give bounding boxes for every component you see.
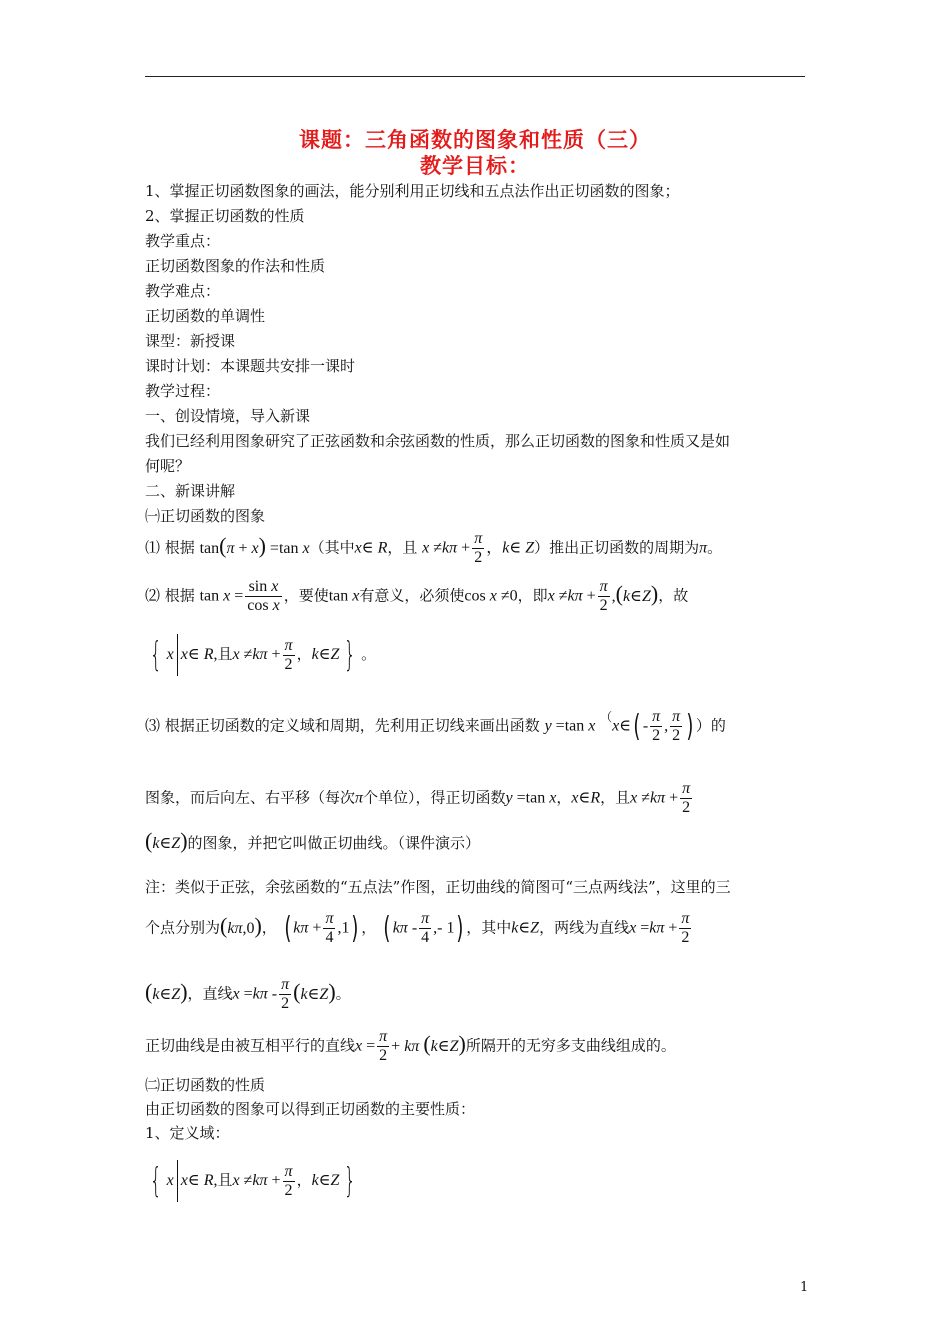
property-1: 1、定义域：: [145, 1124, 230, 1142]
key-label: 教学重点：: [145, 232, 221, 250]
sub-heading-2: ㈡正切函数的性质: [145, 1076, 266, 1094]
schedule: 课时计划：本课题共安排一课时: [145, 357, 356, 375]
domain-set-2: { x x∈ R,且x ≠kπ + $\frac{\pi}{2}$ ，k∈Z }: [149, 1161, 357, 1201]
intro-line-2: 何呢？: [145, 457, 191, 475]
key-text: 正切函数图象的作法和性质: [145, 257, 326, 275]
header-rule: [145, 76, 805, 77]
page-title: 课题：三角函数的图象和性质（三）: [299, 127, 651, 152]
note-line-1: 注：类似于正弦，余弦函数的“五点法”作图，正切曲线的简图可“三点两线法”，这里的三: [145, 878, 731, 896]
goal-1: 1、掌握正切函数图象的画法，能分别利用正切线和五点法作出正切函数的图象；: [145, 182, 680, 200]
para-3: ⑶ 根据正切函数的定义域和周期，先利用正切线来画出函数 y =tan x （x∈( - $\frac{\pi}{2}$ , $\frac{\pi}{2}$ ) ）的: [145, 708, 726, 744]
para-2: ⑵ 根据 tan x = $\frac{\text{sin x}}{\text{cos x}}$ ，要使tan x有意义，必须使cos x ≠0，即x ≠kπ + $\frac{\pi}{2}$ ,(k∈Z)，故: [145, 578, 689, 614]
curve-description: 正切曲线是由被互相平行的直线x = $\frac{\pi}{2}$ + kπ (k∈Z)所隔开的无穷多支曲线组成的。: [145, 1028, 676, 1064]
sub-heading-1: ㈠正切函数的图象: [145, 507, 266, 525]
goal-2: 2、掌握正切函数的性质: [145, 207, 305, 225]
intro-line-1: 我们已经利用图象研究了正弦函数和余弦函数的性质，那么正切函数的图象和性质又是如: [145, 432, 731, 450]
page-number: 1: [800, 1280, 809, 1295]
section-1-heading: 一、创设情境，导入新课: [145, 407, 311, 425]
properties-intro: 由正切函数的图象可以得到正切函数的主要性质：: [145, 1100, 476, 1118]
section-2-heading: 二、新课讲解: [145, 482, 236, 500]
difficulty-text: 正切函数的单调性: [145, 307, 266, 325]
para-3-line-2: 图象，而后向左、右平移（每次π个单位），得正切函数y =tan x，x∈R，且x ≠kπ + $\frac{\pi}{2}$: [145, 780, 691, 816]
domain-set-1: { x x∈ R,且x ≠kπ + $\frac{\pi}{2}$ ，k∈Z } 。: [149, 635, 377, 675]
process-label: 教学过程：: [145, 382, 221, 400]
para-1: ⑴ 根据 tan(π + x) =tan x（其中x∈ R，且 x ≠kπ + $\frac{\pi}{2}$ ，k∈ Z）推出正切函数的周期为π。: [145, 530, 723, 566]
note-line-3: (k∈Z)，直线x =kπ - $\frac{\pi}{2}$ (k∈Z)。: [145, 976, 351, 1012]
page-subtitle: 教学目标：: [420, 153, 530, 178]
note-line-2: 个点分别为(kπ,0)， ( kπ + $\frac{\pi}{4}$ ,1) ， ( kπ - $\frac{\pi}{4}$ ,- 1) ，其中k∈Z，两线为直线x =kπ + $\frac{\pi}{2}$: [145, 910, 690, 946]
lesson-type: 课型：新授课: [145, 332, 236, 350]
difficulty-label: 教学难点：: [145, 282, 221, 300]
para-3-line-3: (k∈Z)的图象，并把它叫做正切曲线。（课件演示）: [145, 828, 481, 853]
